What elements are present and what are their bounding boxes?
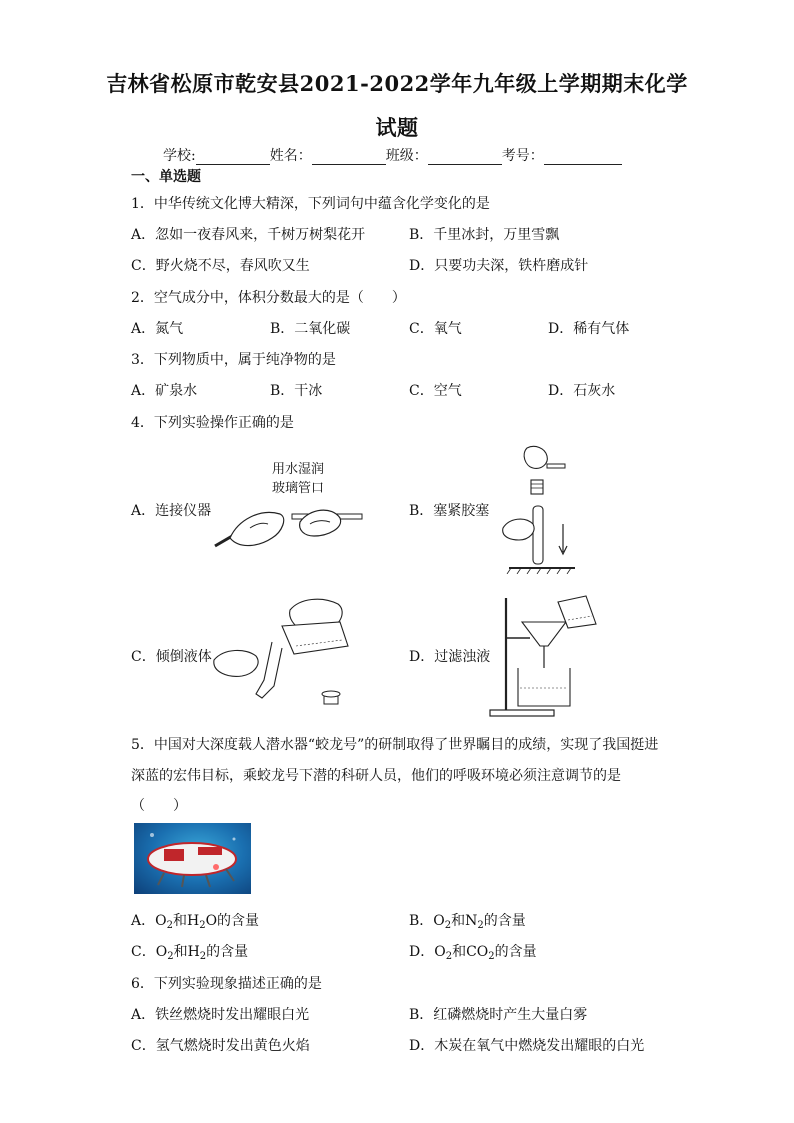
school-label: 学校: — [163, 148, 196, 164]
question-6-option-b[interactable]: B．红磷燃烧时产生大量白雾 — [409, 1007, 588, 1023]
number-label: 考号： — [501, 148, 544, 164]
question-5-option-d[interactable]: D．$O_2$和$CO_2$的含量 — [409, 944, 537, 962]
name-label: 姓名： — [269, 148, 312, 164]
question-4-option-a[interactable]: A．连接仪器 — [131, 503, 212, 519]
question-1-option-a[interactable]: A．忽如一夜春风来，千树万树梨花开 — [131, 227, 366, 243]
question-1-option-d[interactable]: D．只要功夫深，铁杵磨成针 — [409, 258, 589, 274]
question-3-option-a[interactable]: A．矿泉水 — [131, 383, 198, 399]
question-4-option-b[interactable]: B．塞紧胶塞 — [409, 503, 490, 519]
figure-d-filtration — [488, 594, 600, 718]
question-2-option-b[interactable]: B．二氧化碳 — [270, 321, 351, 337]
question-5-option-b-mid: 和N — [451, 913, 478, 929]
question-2-option-a[interactable]: A．氮气 — [131, 321, 184, 337]
question-5-option-a-prefix: A．O — [131, 913, 167, 929]
question-5-option-c-suffix: 的含量 — [206, 944, 249, 960]
question-5-option-b-prefix: B．O — [409, 913, 445, 929]
question-2-stem: 2．空气成分中，体积分数最大的是（ ） — [131, 290, 406, 306]
question-6-stem: 6．下列实验现象描述正确的是 — [131, 976, 322, 992]
school-blank[interactable] — [196, 149, 270, 165]
question-5-stem-line1: 5．中国对大深度载人潜水器“蛟龙号”的研制取得了世界瞩目的成绩，实现了我国挺进 — [131, 737, 659, 753]
question-3-stem: 3．下列物质中，属于纯净物的是 — [131, 352, 336, 368]
question-5-option-a[interactable]: A．$O_2$和$H_2O$的含量 — [131, 913, 260, 931]
name-blank[interactable] — [312, 149, 386, 165]
question-3-option-d[interactable]: D．石灰水 — [548, 383, 616, 399]
figure-a-connect-instruments — [210, 498, 370, 554]
figure-a-caption-line1: 用水湿润 — [272, 462, 325, 477]
question-6-option-c[interactable]: C．氢气燃烧时发出黄色火焰 — [131, 1038, 310, 1054]
exam-title-line1: 吉林省松原市乾安县2021-2022学年九年级上学期期末化学 — [106, 71, 688, 96]
question-6-option-a[interactable]: A．铁丝燃烧时发出耀眼白光 — [131, 1007, 310, 1023]
figure-b-insert-stopper — [495, 444, 585, 574]
question-5-stem-line2: 深蓝的宏伟目标，乘蛟龙号下潜的科研人员，他们的呼吸环境必须注意调节的是 — [131, 768, 621, 784]
question-5-option-d-suffix: 的含量 — [494, 944, 537, 960]
class-blank[interactable] — [428, 149, 502, 165]
submersible-photo — [134, 823, 251, 894]
question-5-option-a-suffix: O的含量 — [205, 913, 260, 929]
number-blank[interactable] — [544, 149, 622, 165]
question-1-option-c[interactable]: C．野火烧不尽，春风吹又生 — [131, 258, 310, 274]
question-3-option-b[interactable]: B．干冰 — [270, 383, 323, 399]
question-1-option-b[interactable]: B．千里冰封，万里雪飘 — [409, 227, 560, 243]
question-2-option-d[interactable]: D．稀有气体 — [548, 321, 630, 337]
question-5-stem-line3: （ ） — [131, 798, 187, 814]
section-heading: 一、单选题 — [131, 169, 201, 185]
question-5-option-b-suffix: 的含量 — [483, 913, 526, 929]
question-5-option-a-mid: 和H — [172, 913, 200, 929]
question-6-option-d[interactable]: D．木炭在氧气中燃烧发出耀眼的白光 — [409, 1038, 645, 1054]
question-5-option-d-mid: 和CO — [452, 944, 489, 960]
question-5-option-c-mid: 和H — [173, 944, 200, 960]
question-4-option-d[interactable]: D．过滤浊液 — [409, 649, 491, 665]
question-4-option-c[interactable]: C．倾倒液体 — [131, 649, 212, 665]
question-4-stem: 4．下列实验操作正确的是 — [131, 415, 294, 431]
exam-title-line2: 试题 — [375, 115, 419, 140]
question-5-option-d-prefix: D．O — [409, 944, 446, 960]
question-5-option-c[interactable]: C．$O_2$和$H_2$的含量 — [131, 944, 249, 962]
question-2-option-c[interactable]: C．氧气 — [409, 321, 462, 337]
question-3-option-c[interactable]: C．空气 — [409, 383, 462, 399]
figure-a-caption — [272, 460, 324, 498]
figure-a-caption-line2: 玻璃管口 — [272, 481, 325, 496]
question-1-stem: 1．中华传统文化博大精深，下列词句中蕴含化学变化的是 — [131, 196, 490, 212]
submersible-image — [134, 823, 251, 894]
figure-c-pour-liquid — [210, 590, 360, 708]
student-info-row — [163, 145, 622, 165]
class-label: 班级： — [385, 148, 428, 164]
question-5-option-c-prefix: C．O — [131, 944, 168, 960]
question-5-option-b[interactable]: B．$O_2$和$N_2$的含量 — [409, 913, 526, 931]
